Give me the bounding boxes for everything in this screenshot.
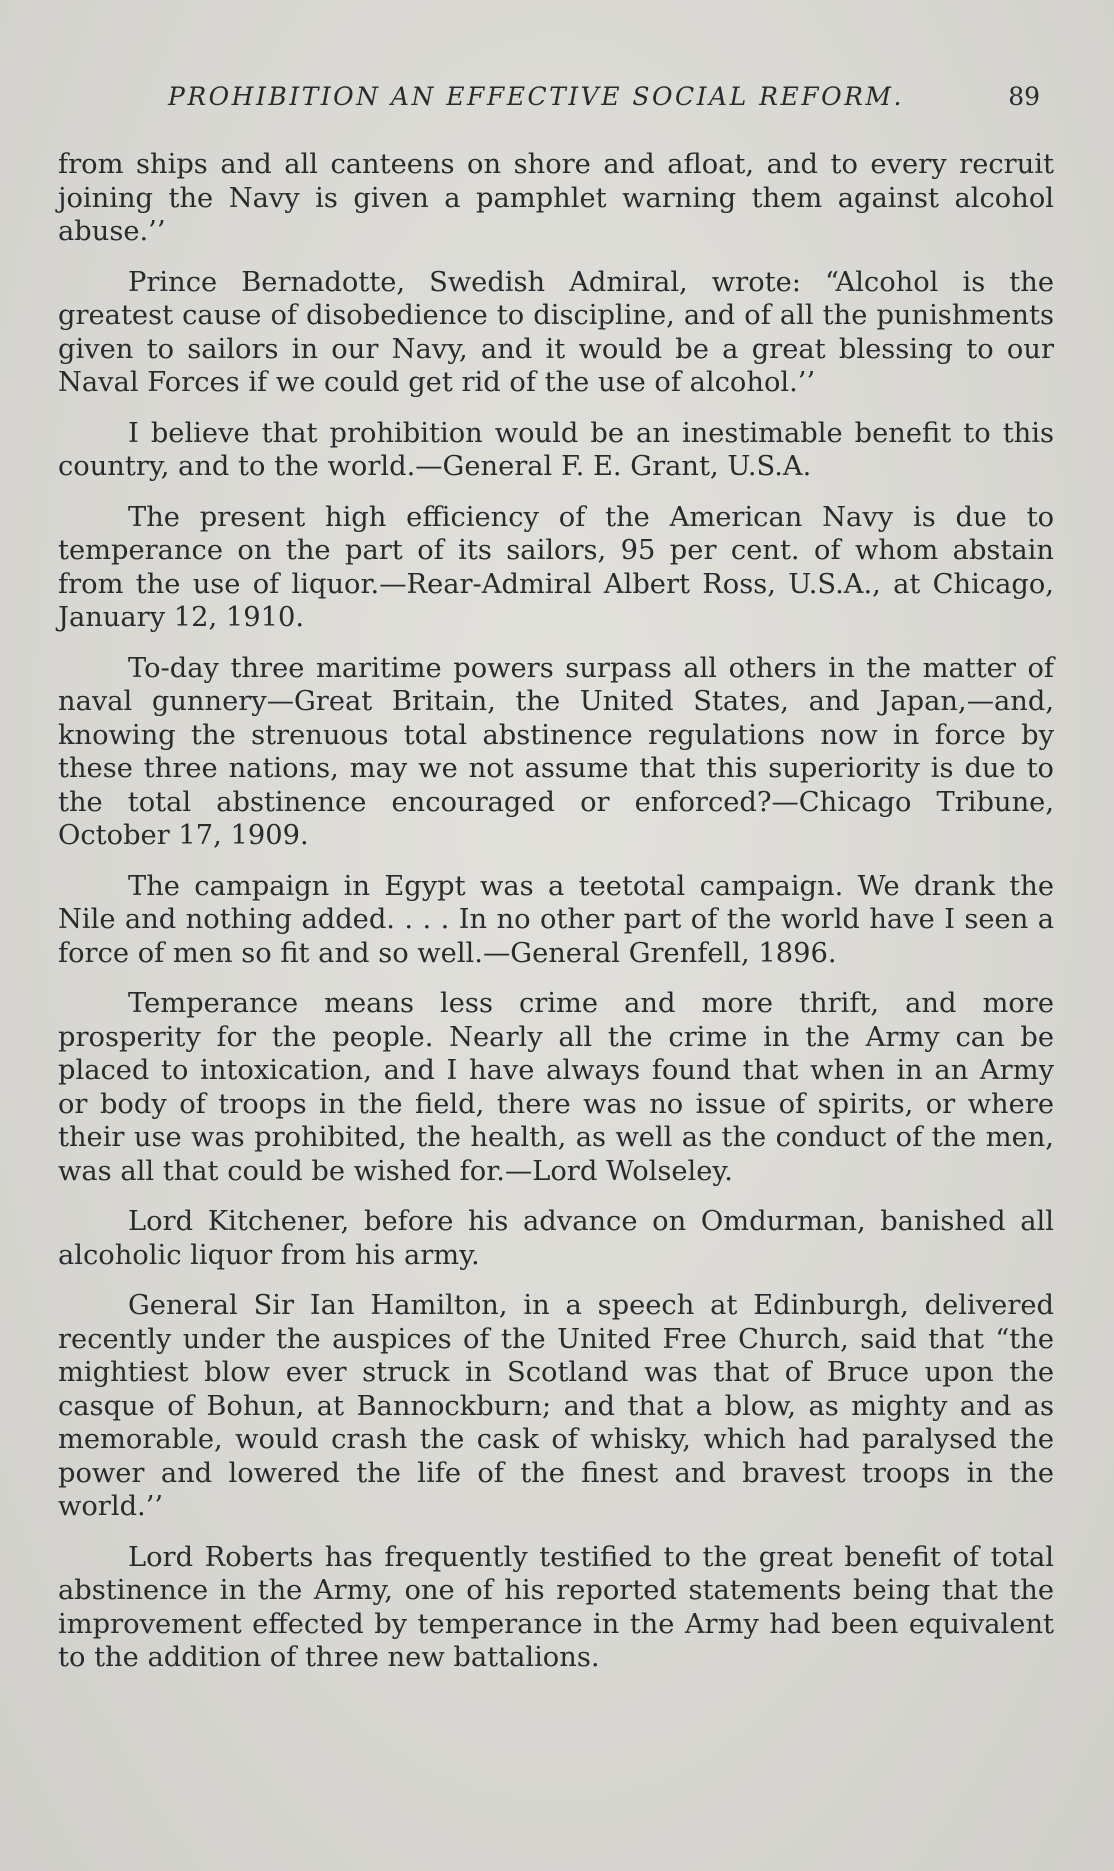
paragraph-hamilton: General Sir Ian Hamilton, in a speech at Edinburgh, delivered recently under the auspices of the United Free Church, said that “the mightiest blow ever struck in Scotland was that of Bruce upon the casque of Bohun, at Bannockburn; and that a blow, as mighty and as memorable, would crash the cask of whisky, which had paralysed the power and lowered the life of the finest and bravest troops in the world.’’: [58, 1290, 1054, 1522]
running-title: PROHIBITION AN EFFECTIVE SOCIAL REFORM.: [168, 82, 904, 111]
running-header: [58, 82, 1040, 122]
paragraph-wolseley: Temperance means less crime and more thrift, and more prosperity for the people. Nearly all the crime in the Army can be placed to intoxication, and I have always found that when in an Army or body of troops in the field, there was no issue of spirits, or where their use was prohibited, the health, as well as the conduct of the men, was all that could be wished for.—Lord Wolseley.: [58, 988, 1054, 1187]
paragraph-grant: I believe that prohibition would be an inestimable benefit to this country, and to the world.—General F. E. Grant, U.S.A.: [58, 417, 1054, 482]
paragraph-bernadotte: Prince Bernadotte, Swedish Admiral, wrote: “Alcohol is the greatest cause of disobedience to discipline, and of all the punishments given to sailors in our Navy, and it would be a great blessing to our Naval Forces if we could get rid of the use of alcohol.’’: [58, 266, 1054, 398]
page-number: 89: [1008, 82, 1040, 111]
paragraph-ross: The present high efficiency of the American Navy is due to temperance on the part of its sailors, 95 per cent. of whom abstain from the use of liquor.—Rear-Admiral Albert Ross, U.S.A., at Chicago, January 12, 1910.: [58, 501, 1054, 633]
paragraph-continuation: from ships and all canteens on shore and afloat, and to every recruit joining the Navy is given a pamphlet warning them against alcohol abuse.’’: [58, 149, 1054, 247]
body-text: [58, 148, 1054, 1692]
paragraph-chicago-tribune: To-day three maritime powers surpass all others in the matter of naval gunnery—Great Britain, the United States, and Japan,—and, knowing the strenuous total abstinence regulations now in force by these three nations, may we not assume that this superiority is due to the total abstinence encouraged or enforced?—Chicago Tribune, October 17, 1909.: [58, 652, 1054, 851]
paragraph-roberts: Lord Roberts has frequently testified to the great benefit of total abstinence in the Army, one of his reported statements being that the improvement effected by temperance in the Army had been equivalent to the addition of three new battalions.: [58, 1541, 1054, 1673]
paragraph-grenfell: The campaign in Egypt was a teetotal campaign. We drank the Nile and nothing added. . . . In no other part of the world have I seen a force of men so fit and so well.—General Grenfell, 1896.: [58, 870, 1054, 969]
paragraph-kitchener: Lord Kitchener, before his advance on Omdurman, banished all alcoholic liquor from his army.: [58, 1206, 1054, 1271]
